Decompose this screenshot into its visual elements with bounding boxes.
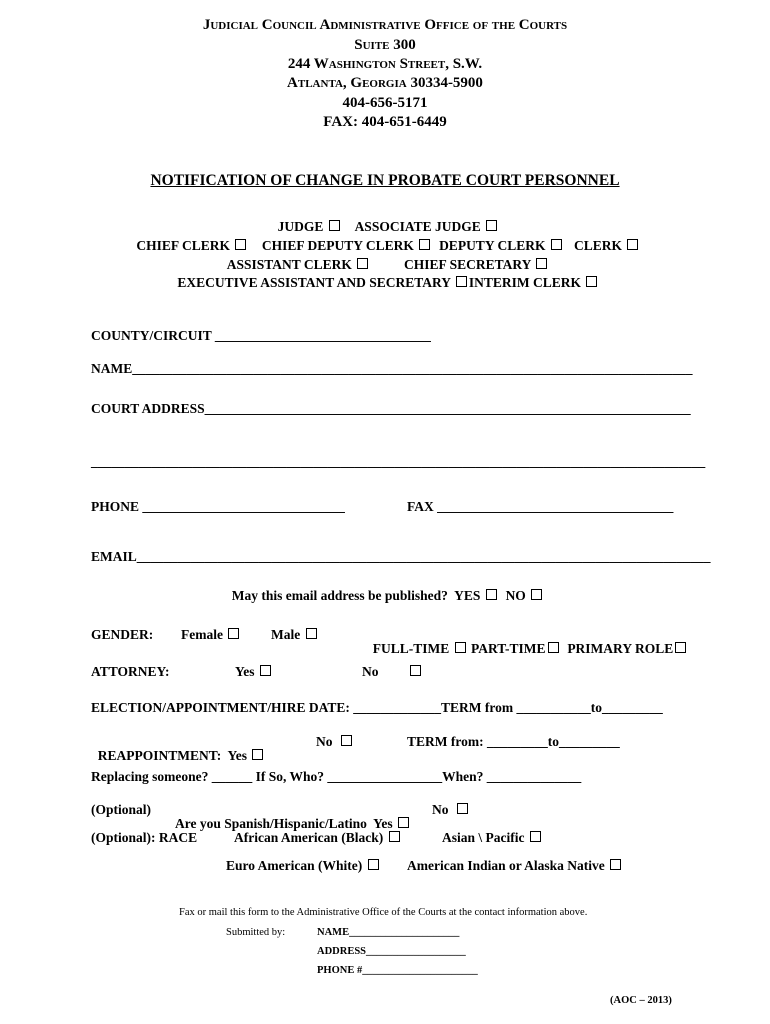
header-line-2: Suite 300 bbox=[354, 37, 416, 53]
reappointment-no bbox=[316, 735, 354, 749]
reappointment-yes-checkbox[interactable] bbox=[252, 749, 263, 760]
part-time-checkbox[interactable] bbox=[548, 642, 559, 653]
reappointment-row bbox=[91, 735, 265, 762]
submitter-phone-field[interactable]: PHONE #______________________ bbox=[317, 965, 478, 976]
publish-no-checkbox[interactable] bbox=[531, 589, 542, 600]
race-euro-checkbox[interactable] bbox=[368, 859, 379, 870]
hispanic-question: Are you Spanish/Hispanic/Latino bbox=[175, 815, 367, 831]
race-african-label: African American (Black) bbox=[234, 830, 384, 845]
header-line-4: Atlanta, Georgia 30334-5900 bbox=[287, 75, 483, 91]
role-exec-assistant-label: EXECUTIVE ASSISTANT AND SECRETARY bbox=[177, 274, 451, 290]
header-line-3: 244 Washington Street, S.W. bbox=[287, 56, 483, 72]
hispanic-yes-label: Yes bbox=[373, 815, 393, 831]
gender-female-label: Female bbox=[181, 627, 223, 642]
attorney-no-checkbox[interactable] bbox=[410, 665, 421, 676]
attorney-yes-checkbox[interactable] bbox=[260, 665, 271, 676]
form-code: (AOC – 2013) bbox=[610, 995, 672, 1006]
submitter-name-field[interactable]: NAME_____________________ bbox=[317, 927, 460, 938]
reappointment-yes-label: Yes bbox=[227, 747, 247, 763]
hispanic-no-checkbox[interactable] bbox=[457, 803, 468, 814]
reappointment-no-checkbox[interactable] bbox=[341, 735, 352, 746]
race-native-checkbox[interactable] bbox=[610, 859, 621, 870]
gender-male-label: Male bbox=[271, 627, 301, 642]
submitter-address-field[interactable]: ADDRESS___________________ bbox=[317, 946, 466, 957]
form-title: NOTIFICATION OF CHANGE IN PROBATE COURT PERSONNEL bbox=[150, 172, 620, 189]
primary-role-checkbox[interactable] bbox=[675, 642, 686, 653]
race-asian bbox=[442, 831, 543, 845]
race-euro bbox=[226, 859, 381, 873]
part-time-label: PART-TIME bbox=[471, 640, 546, 656]
race-asian-checkbox[interactable] bbox=[530, 831, 541, 842]
primary-role-label: PRIMARY ROLE bbox=[567, 640, 674, 656]
submitted-by-label: Submitted by: bbox=[226, 927, 286, 938]
attorney-label: ATTORNEY: bbox=[91, 664, 170, 679]
attorney-no bbox=[408, 665, 423, 679]
employment-row bbox=[366, 628, 688, 655]
fax-field[interactable]: FAX ___________________________________ bbox=[407, 499, 674, 514]
role-chief-clerk-label: CHIEF CLERK bbox=[136, 237, 231, 253]
full-time-checkbox[interactable] bbox=[455, 642, 466, 653]
footer-instruction: Fax or mail this form to the Administrative Office of the Courts at the contact information above. bbox=[179, 907, 588, 918]
role-exec-assistant-checkbox[interactable] bbox=[456, 276, 467, 287]
gender-female-checkbox[interactable] bbox=[228, 628, 239, 639]
election-date-field[interactable]: ELECTION/APPOINTMENT/HIRE DATE: _____________TERM from ___________to_________ bbox=[91, 700, 663, 715]
race-african bbox=[234, 831, 402, 845]
hispanic-no-label: No bbox=[432, 802, 449, 817]
county-circuit-field[interactable]: COUNTY/CIRCUIT ________________________________ bbox=[91, 328, 431, 343]
header-phone: 404-656-5171 bbox=[342, 95, 428, 111]
court-address-field[interactable]: COURT ADDRESS________________________________________________________________________ bbox=[91, 401, 691, 416]
race-asian-label: Asian \ Pacific bbox=[442, 830, 525, 845]
court-address-line-2[interactable]: ___________________________________________________________________________________________ bbox=[91, 454, 706, 469]
reappointment-no-label: No bbox=[316, 734, 333, 749]
reappointment-label: REAPPOINTMENT: bbox=[97, 747, 222, 763]
gender-female bbox=[181, 628, 241, 642]
hispanic-yes-checkbox[interactable] bbox=[398, 817, 409, 828]
gender-male bbox=[271, 628, 319, 642]
attorney-yes-label: Yes bbox=[235, 664, 255, 679]
race-native bbox=[407, 859, 623, 873]
reappointment-term-field[interactable]: TERM from: _________to_________ bbox=[407, 734, 620, 749]
email-field[interactable]: EMAIL_____________________________________________________________________________________ bbox=[91, 549, 711, 564]
role-interim-clerk-label: INTERIM CLERK bbox=[468, 274, 582, 290]
name-field[interactable]: NAME___________________________________________________________________________________ bbox=[91, 361, 693, 376]
header-line-1: Judicial Council Administrative Office of the Courts bbox=[202, 17, 568, 33]
race-native-label: American Indian or Alaska Native bbox=[407, 858, 605, 873]
publish-email-question: May this email address be published? bbox=[231, 587, 448, 603]
hispanic-row bbox=[169, 803, 411, 830]
replacing-field[interactable]: Replacing someone? ______ If So, Who? _________________When? ______________ bbox=[91, 769, 582, 784]
publish-yes-checkbox[interactable] bbox=[486, 589, 497, 600]
race-african-checkbox[interactable] bbox=[389, 831, 400, 842]
race-label: (Optional): RACE bbox=[91, 830, 198, 845]
role-assistant-clerk-label: ASSISTANT CLERK bbox=[226, 256, 352, 272]
full-time-label: FULL-TIME bbox=[372, 640, 450, 656]
role-row-4 bbox=[0, 262, 770, 289]
publish-no-label: NO bbox=[505, 587, 526, 603]
gender-label: GENDER: bbox=[91, 627, 154, 642]
attorney-no-label: No bbox=[362, 664, 379, 679]
role-clerk-label: CLERK bbox=[573, 237, 622, 253]
role-chief-secretary-label: CHIEF SECRETARY bbox=[404, 256, 531, 272]
header-fax: FAX: 404-651-6449 bbox=[323, 114, 447, 130]
phone-field[interactable]: PHONE ______________________________ bbox=[91, 499, 345, 514]
role-judge-label: JUDGE bbox=[277, 218, 324, 234]
attorney-yes bbox=[235, 665, 273, 679]
role-interim-clerk-checkbox[interactable] bbox=[586, 276, 597, 287]
role-deputy-clerk-label: DEPUTY CLERK bbox=[439, 237, 546, 253]
race-euro-label: Euro American (White) bbox=[226, 858, 363, 873]
publish-email-row bbox=[225, 575, 544, 602]
gender-male-checkbox[interactable] bbox=[306, 628, 317, 639]
role-chief-deputy-clerk-label: CHIEF DEPUTY CLERK bbox=[261, 237, 414, 253]
role-associate-judge-label: ASSOCIATE JUDGE bbox=[354, 218, 481, 234]
publish-yes-label: YES bbox=[454, 587, 481, 603]
hispanic-no bbox=[432, 803, 470, 817]
hispanic-optional-label: (Optional) bbox=[91, 802, 152, 817]
